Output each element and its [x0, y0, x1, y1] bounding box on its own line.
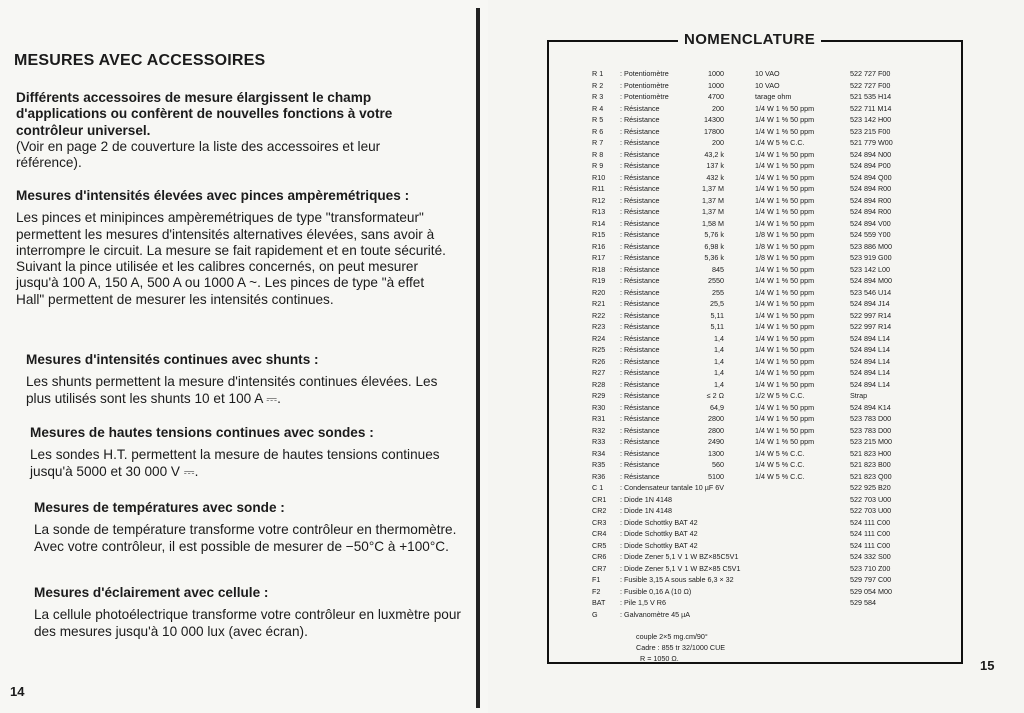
intro-block: [16, 90, 446, 171]
row-spec: 1/4 W 1 % 50 ppm: [755, 310, 815, 320]
row-desc: : Fusible 0,16 A (10 Ω): [620, 586, 692, 596]
nomenclature-row: [592, 172, 962, 184]
row-spec: 1/4 W 1 % 50 ppm: [755, 379, 815, 389]
row-code: 521 823 Q00: [850, 471, 892, 481]
row-spec: 1/2 W 5 % C.C.: [755, 391, 805, 400]
row-val: 432 k: [706, 172, 724, 182]
row-val: 255: [712, 287, 724, 297]
row-ref: R13: [592, 207, 606, 216]
row-ref: CR2: [592, 506, 607, 515]
row-desc: : Résistance: [620, 437, 660, 446]
row-spec: 1/4 W 1 % 50 ppm: [755, 425, 815, 435]
row-ref: CR3: [592, 517, 607, 527]
nomenclature-row: [592, 68, 962, 80]
row-ref: R25: [592, 345, 606, 354]
nomenclature-row: [592, 137, 962, 149]
row-desc: : Potentiomètre: [620, 69, 669, 78]
row-code: 524 894 N00: [850, 149, 892, 159]
nomenclature-row: [592, 471, 962, 483]
nomenclature-row: [592, 551, 962, 563]
row-spec: 1/4 W 1 % 50 ppm: [755, 172, 815, 182]
row-ref: R34: [592, 448, 606, 458]
row-ref: R24: [592, 333, 606, 343]
row-ref: R 3: [592, 92, 604, 101]
row-ref: R 6: [592, 126, 604, 136]
nomenclature-row: [592, 206, 962, 218]
row-val: 1,37 M: [702, 184, 724, 193]
row-desc: : Fusible 3,15 A sous sable 6,3 × 32: [620, 575, 734, 584]
nomenclature-table: [592, 68, 962, 620]
row-ref: R32: [592, 425, 606, 435]
row-spec: 1/4 W 5 % C.C.: [755, 448, 805, 458]
row-ref: R 9: [592, 161, 604, 170]
row-code: 529 584: [850, 598, 876, 607]
nomenclature-row: [592, 586, 962, 598]
row-desc: : Résistance: [620, 391, 660, 400]
row-val: 25,5: [710, 299, 724, 308]
row-code: 524 894 L14: [850, 379, 890, 389]
row-spec: 1/4 W 1 % 50 ppm: [755, 356, 815, 366]
row-code: 529 054 M00: [850, 586, 892, 596]
page-number-right: 15: [980, 658, 995, 673]
nomenclature-row: [592, 241, 962, 253]
row-desc: : Galvanomètre 45 µA: [620, 609, 691, 619]
nomenclature-row: [592, 126, 962, 138]
row-code: 521 535 H14: [850, 92, 892, 101]
nomenclature-row: [592, 114, 962, 126]
row-code: 524 111 C00: [850, 540, 891, 550]
row-val: 2800: [708, 425, 724, 435]
row-code: 523 919 G00: [850, 253, 892, 262]
row-desc: : Résistance: [620, 402, 660, 412]
row-val: 2490: [708, 437, 724, 446]
row-val: 43,2 k: [704, 149, 724, 159]
nomenclature-row: [592, 321, 962, 333]
row-val: 1,58 M: [702, 218, 724, 228]
row-ref: R 7: [592, 138, 604, 147]
row-desc: : Résistance: [620, 368, 660, 377]
row-code: 521 823 B00: [850, 460, 891, 469]
row-desc: : Résistance: [620, 333, 660, 343]
row-desc: : Diode Zener 5,1 V 1 W BZ×85C5V1: [620, 552, 739, 561]
row-spec: 1/4 W 1 % 50 ppm: [755, 207, 815, 216]
row-spec: 1/4 W 1 % 50 ppm: [755, 184, 815, 193]
row-val: 6,98 k: [704, 241, 724, 251]
row-spec: 1/4 W 1 % 50 ppm: [755, 161, 815, 170]
row-ref: R21: [592, 299, 606, 308]
row-spec: 10 VAO: [755, 69, 780, 78]
section-title: Mesures d'intensités élevées avec pinces ampèremétriques :: [16, 188, 410, 203]
row-ref: R30: [592, 402, 606, 412]
nomenclature-row: [592, 344, 962, 356]
row-ref: CR4: [592, 529, 607, 538]
row-val: 137 k: [706, 161, 724, 170]
nomenclature-row: [592, 264, 962, 276]
row-code: 529 797 C00: [850, 575, 892, 584]
row-val: 4700: [708, 92, 724, 101]
nomenclature-row: [592, 252, 962, 264]
row-ref: C 1: [592, 483, 604, 492]
row-ref: R20: [592, 287, 606, 297]
row-desc: : Résistance: [620, 356, 660, 366]
nomenclature-row: [592, 80, 962, 92]
section-text: La cellule photoélectrique transforme votre contrôleur en luxmètre pour des mesures jusqu'à 10 000 lux (avec écran).: [34, 607, 461, 639]
nomenclature-title: NOMENCLATURE: [678, 31, 821, 48]
row-spec: 1/4 W 1 % 50 ppm: [755, 287, 815, 297]
row-spec: 1/4 W 1 % 50 ppm: [755, 368, 815, 377]
row-spec: 1/4 W 1 % 50 ppm: [755, 149, 815, 159]
row-ref: R31: [592, 414, 606, 423]
row-code: 524 894 K14: [850, 402, 891, 412]
row-ref: R12: [592, 195, 606, 205]
row-code: 524 894 Q00: [850, 172, 892, 182]
row-val: 1,4: [714, 345, 724, 354]
page-gutter: [476, 8, 480, 708]
row-ref: R35: [592, 460, 606, 469]
row-val: 5,11: [710, 310, 724, 320]
row-desc: : Résistance: [620, 471, 660, 481]
row-desc: : Résistance: [620, 184, 660, 193]
nomenclature-row: [592, 356, 962, 368]
row-ref: CR1: [592, 494, 607, 504]
row-val: 1,37 M: [702, 195, 724, 205]
row-code: 524 894 L14: [850, 368, 890, 377]
row-code: 524 332 S00: [850, 552, 891, 561]
galvo-detail: Cadre : 855 tr 32/1000 CUE: [636, 643, 726, 652]
nomenclature-row: [592, 91, 962, 103]
section-title: Mesures de températures avec sonde :: [34, 500, 285, 515]
row-ref: R14: [592, 218, 606, 228]
nomenclature-row: [592, 436, 962, 448]
row-ref: R33: [592, 437, 606, 446]
section-temperature: [34, 500, 464, 555]
row-val: 845: [712, 264, 724, 274]
row-desc: : Diode 1N 4148: [620, 494, 672, 504]
nomenclature-row: [592, 609, 962, 621]
row-spec: 1/4 W 5 % C.C.: [755, 460, 805, 469]
section-sondes-ht: [30, 425, 460, 480]
row-code: 523 215 M00: [850, 437, 892, 446]
row-code: Strap: [850, 391, 868, 400]
row-code: 523 710 Z00: [850, 563, 891, 573]
row-code: 524 111 C00: [850, 517, 891, 527]
row-desc: : Résistance: [620, 379, 660, 389]
row-spec: 1/4 W 1 % 50 ppm: [755, 126, 815, 136]
nomenclature-row: [592, 160, 962, 172]
nomenclature-row: [592, 402, 962, 414]
row-val: 1,4: [714, 368, 724, 377]
row-ref: R18: [592, 264, 606, 274]
row-ref: R22: [592, 310, 606, 320]
row-ref: G: [592, 609, 598, 619]
row-code: 523 886 M00: [850, 241, 892, 251]
row-ref: F2: [592, 586, 601, 596]
row-desc: : Résistance: [620, 161, 660, 170]
row-ref: R11: [592, 184, 605, 193]
row-desc: : Résistance: [620, 299, 660, 308]
nomenclature-row: [592, 149, 962, 161]
row-ref: CR7: [592, 563, 607, 573]
section-title: Mesures de hautes tensions continues avec sondes :: [30, 425, 374, 440]
row-code: 522 997 R14: [850, 310, 892, 320]
section-text: Les shunts permettent la mesure d'intensités continues élevées. Les plus utilisés sont les shunts 10 et 100 A ⎓.: [26, 374, 438, 406]
nomenclature-row: [592, 390, 962, 402]
row-code: 522 925 B20: [850, 483, 891, 492]
row-val: 1,4: [714, 356, 724, 366]
row-desc: : Condensateur tantale 10 µF 6V: [620, 483, 725, 492]
row-desc: : Résistance: [620, 218, 660, 228]
row-val: 5,36 k: [704, 253, 724, 262]
nomenclature-row: [592, 563, 962, 575]
row-spec: 1/4 W 1 % 50 ppm: [755, 299, 815, 308]
row-desc: : Potentiomètre: [620, 92, 669, 101]
row-ref: R36: [592, 471, 606, 481]
row-val: 17800: [704, 126, 724, 136]
galvo-detail: couple 2×5 mg.cm/90°: [636, 632, 708, 641]
nomenclature-row: [592, 310, 962, 322]
row-code: 523 142 L00: [850, 264, 890, 274]
row-desc: : Résistance: [620, 253, 660, 262]
row-spec: 1/4 W 1 % 50 ppm: [755, 322, 815, 331]
nomenclature-row: [592, 379, 962, 391]
row-ref: F1: [592, 575, 601, 584]
row-val: 200: [712, 138, 724, 147]
row-ref: R15: [592, 230, 606, 239]
nomenclature-row: [592, 482, 962, 494]
nomenclature-row: [592, 298, 962, 310]
page-heading: MESURES AVEC ACCESSOIRES: [14, 52, 266, 69]
nomenclature-row: [592, 413, 962, 425]
nomenclature-row: [592, 597, 962, 609]
row-val: 14300: [704, 115, 724, 124]
row-ref: CR6: [592, 552, 607, 561]
row-code: 522 711 M14: [850, 103, 892, 113]
row-val: 2550: [708, 276, 724, 285]
row-ref: R 5: [592, 115, 604, 124]
row-desc: : Résistance: [620, 126, 660, 136]
row-desc: : Résistance: [620, 230, 660, 239]
row-code: 523 783 D00: [850, 425, 892, 435]
row-ref: R 1: [592, 69, 604, 78]
galvo-detail: R = 1050 Ω.: [640, 654, 679, 663]
nomenclature-row: [592, 528, 962, 540]
row-code: 523 142 H00: [850, 115, 892, 124]
nomenclature-row: [592, 195, 962, 207]
row-desc: : Potentiomètre: [620, 80, 669, 90]
row-ref: R 4: [592, 103, 604, 113]
nomenclature-row: [592, 287, 962, 299]
row-desc: : Diode Schottky BAT 42: [620, 540, 698, 550]
row-spec: 1/4 W 1 % 50 ppm: [755, 218, 815, 228]
row-code: 524 894 L14: [850, 333, 890, 343]
section-text: Les sondes H.T. permettent la mesure de hautes tensions continues jusqu'à 5000 et 30 000 V ⎓.: [30, 447, 440, 479]
row-val: 1,37 M: [702, 207, 724, 216]
row-spec: tarage ohm: [755, 92, 792, 101]
intro-note: (Voir en page 2 de couverture la liste des accessoires et leur référence).: [16, 138, 381, 171]
row-code: 524 894 L14: [850, 356, 890, 366]
row-code: 524 894 P00: [850, 161, 891, 170]
row-code: 522 727 F00: [850, 69, 891, 78]
row-code: 524 894 R00: [850, 207, 892, 216]
row-val: 200: [712, 103, 724, 113]
row-desc: : Résistance: [620, 195, 660, 205]
row-ref: R 2: [592, 80, 604, 90]
row-val: 5100: [708, 471, 724, 481]
nomenclature-row: [592, 540, 962, 552]
row-desc: : Résistance: [620, 322, 660, 331]
row-code: 522 703 U00: [850, 494, 892, 504]
nomenclature-row: [592, 218, 962, 230]
row-ref: CR5: [592, 540, 607, 550]
row-val: ≤ 2 Ω: [706, 391, 724, 400]
row-desc: : Résistance: [620, 448, 660, 458]
nomenclature-row: [592, 459, 962, 471]
row-desc: : Diode Zener 5,1 V 1 W BZ×85 C5V1: [620, 563, 741, 573]
row-spec: 1/4 W 5 % C.C.: [755, 138, 805, 147]
row-desc: : Résistance: [620, 310, 660, 320]
row-ref: R19: [592, 276, 606, 285]
row-desc: : Résistance: [620, 287, 660, 297]
section-title: Mesures d'éclairement avec cellule :: [34, 585, 269, 600]
nomenclature-row: [592, 574, 962, 586]
row-code: 524 894 R00: [850, 184, 892, 193]
row-ref: R28: [592, 379, 606, 389]
row-desc: : Résistance: [620, 149, 660, 159]
row-ref: R26: [592, 356, 606, 366]
nomenclature-row: [592, 517, 962, 529]
nomenclature-row: [592, 333, 962, 345]
row-ref: R23: [592, 322, 606, 331]
row-spec: 1/4 W 1 % 50 ppm: [755, 333, 815, 343]
row-code: 522 727 F00: [850, 80, 891, 90]
row-code: 523 783 D00: [850, 414, 892, 423]
row-desc: : Résistance: [620, 414, 660, 423]
row-desc: : Résistance: [620, 172, 660, 182]
row-desc: : Résistance: [620, 241, 660, 251]
row-code: 524 111 C00: [850, 529, 891, 538]
row-val: 2800: [708, 414, 724, 423]
row-spec: 1/8 W 1 % 50 ppm: [755, 230, 815, 239]
row-spec: 1/4 W 1 % 50 ppm: [755, 195, 815, 205]
row-desc: : Résistance: [620, 276, 660, 285]
row-val: 1300: [708, 448, 724, 458]
row-desc: : Diode Schottky BAT 42: [620, 517, 698, 527]
row-code: 523 546 U14: [850, 287, 892, 297]
section-shunts: [26, 352, 456, 407]
row-ref: R27: [592, 368, 606, 377]
row-spec: 1/4 W 1 % 50 ppm: [755, 402, 815, 412]
row-ref: R16: [592, 241, 606, 251]
section-text: La sonde de température transforme votre contrôleur en thermomètre. Avec votre contrôleur, il est possible de mesurer de −50°C à +100°C.: [34, 522, 457, 554]
row-spec: 1/4 W 1 % 50 ppm: [755, 103, 815, 113]
row-code: 521 779 W00: [850, 138, 893, 147]
section-title: Mesures d'intensités continues avec shunts :: [26, 352, 319, 367]
row-ref: R17: [592, 253, 606, 262]
row-desc: : Résistance: [620, 115, 660, 124]
row-code: 524 894 V00: [850, 218, 891, 228]
row-spec: 1/4 W 1 % 50 ppm: [755, 414, 815, 423]
row-val: 5,11: [710, 322, 724, 331]
row-code: 521 823 H00: [850, 448, 892, 458]
row-ref: R10: [592, 172, 606, 182]
nomenclature-row: [592, 367, 962, 379]
row-spec: 1/4 W 1 % 50 ppm: [755, 276, 815, 285]
row-code: 524 894 J14: [850, 299, 890, 308]
nomenclature-row: [592, 505, 962, 517]
row-spec: 1/4 W 1 % 50 ppm: [755, 264, 815, 274]
row-code: 523 215 F00: [850, 126, 891, 136]
row-ref: R29: [592, 391, 606, 400]
row-desc: : Résistance: [620, 425, 660, 435]
section-pinces: [16, 188, 446, 308]
nomenclature-row: [592, 494, 962, 506]
row-spec: 1/8 W 1 % 50 ppm: [755, 241, 815, 251]
row-code: 524 894 R00: [850, 195, 892, 205]
row-desc: : Diode Schottky BAT 42: [620, 529, 698, 538]
row-desc: : Résistance: [620, 345, 660, 354]
section-text: Les pinces et minipinces ampèremétriques de type "transformateur" permettent les mesures d'intensités alternatives élevées, sans avoir à interrompre le circuit. La mesure se fait rapidement et en toute sécurité. Suivant la pince utilisée et les calibres concernés, on peut mesurer jusqu'à 100 A, 150 A, 500 A ou 1000 A ~. Les pinces de type "à effet Hall" permettent de mesurer les intensités continues.: [16, 210, 446, 307]
row-code: 522 997 R14: [850, 322, 892, 331]
row-val: 1,4: [714, 379, 724, 389]
row-val: 560: [712, 460, 724, 469]
row-desc: : Résistance: [620, 264, 660, 274]
row-ref: R 8: [592, 149, 604, 159]
row-val: 1,4: [714, 333, 724, 343]
section-eclairement: [34, 585, 464, 640]
nomenclature-row: [592, 229, 962, 241]
page-number-left: 14: [10, 684, 25, 699]
row-spec: 1/4 W 1 % 50 ppm: [755, 437, 815, 446]
row-spec: 10 VAO: [755, 80, 780, 90]
row-spec: 1/4 W 5 % C.C.: [755, 471, 805, 481]
row-desc: : Diode 1N 4148: [620, 506, 672, 515]
row-spec: 1/4 W 1 % 50 ppm: [755, 345, 815, 354]
row-spec: 1/4 W 1 % 50 ppm: [755, 115, 815, 124]
intro-bold-text: Différents accessoires de mesure élargissent le champ d'applications ou confèrent de nouvelles fonctions à votre contrôleur universel.: [16, 90, 393, 138]
row-desc: : Résistance: [620, 103, 660, 113]
row-code: 524 559 Y00: [850, 230, 891, 239]
row-desc: : Résistance: [620, 460, 660, 469]
row-val: 64,9: [710, 402, 724, 412]
row-code: 524 894 M00: [850, 276, 892, 285]
row-val: 1000: [708, 80, 724, 90]
nomenclature-row: [592, 425, 962, 437]
nomenclature-row: [592, 275, 962, 287]
row-code: 524 894 L14: [850, 345, 890, 354]
nomenclature-row: [592, 448, 962, 460]
nomenclature-row: [592, 103, 962, 115]
row-ref: BAT: [592, 598, 606, 607]
row-code: 522 703 U00: [850, 506, 892, 515]
row-spec: 1/8 W 1 % 50 ppm: [755, 253, 815, 262]
row-val: 5,76 k: [704, 230, 724, 239]
row-desc: : Pile 1,5 V R6: [620, 598, 666, 607]
row-desc: : Résistance: [620, 207, 660, 216]
nomenclature-row: [592, 183, 962, 195]
row-desc: : Résistance: [620, 138, 660, 147]
row-val: 1000: [708, 69, 724, 78]
